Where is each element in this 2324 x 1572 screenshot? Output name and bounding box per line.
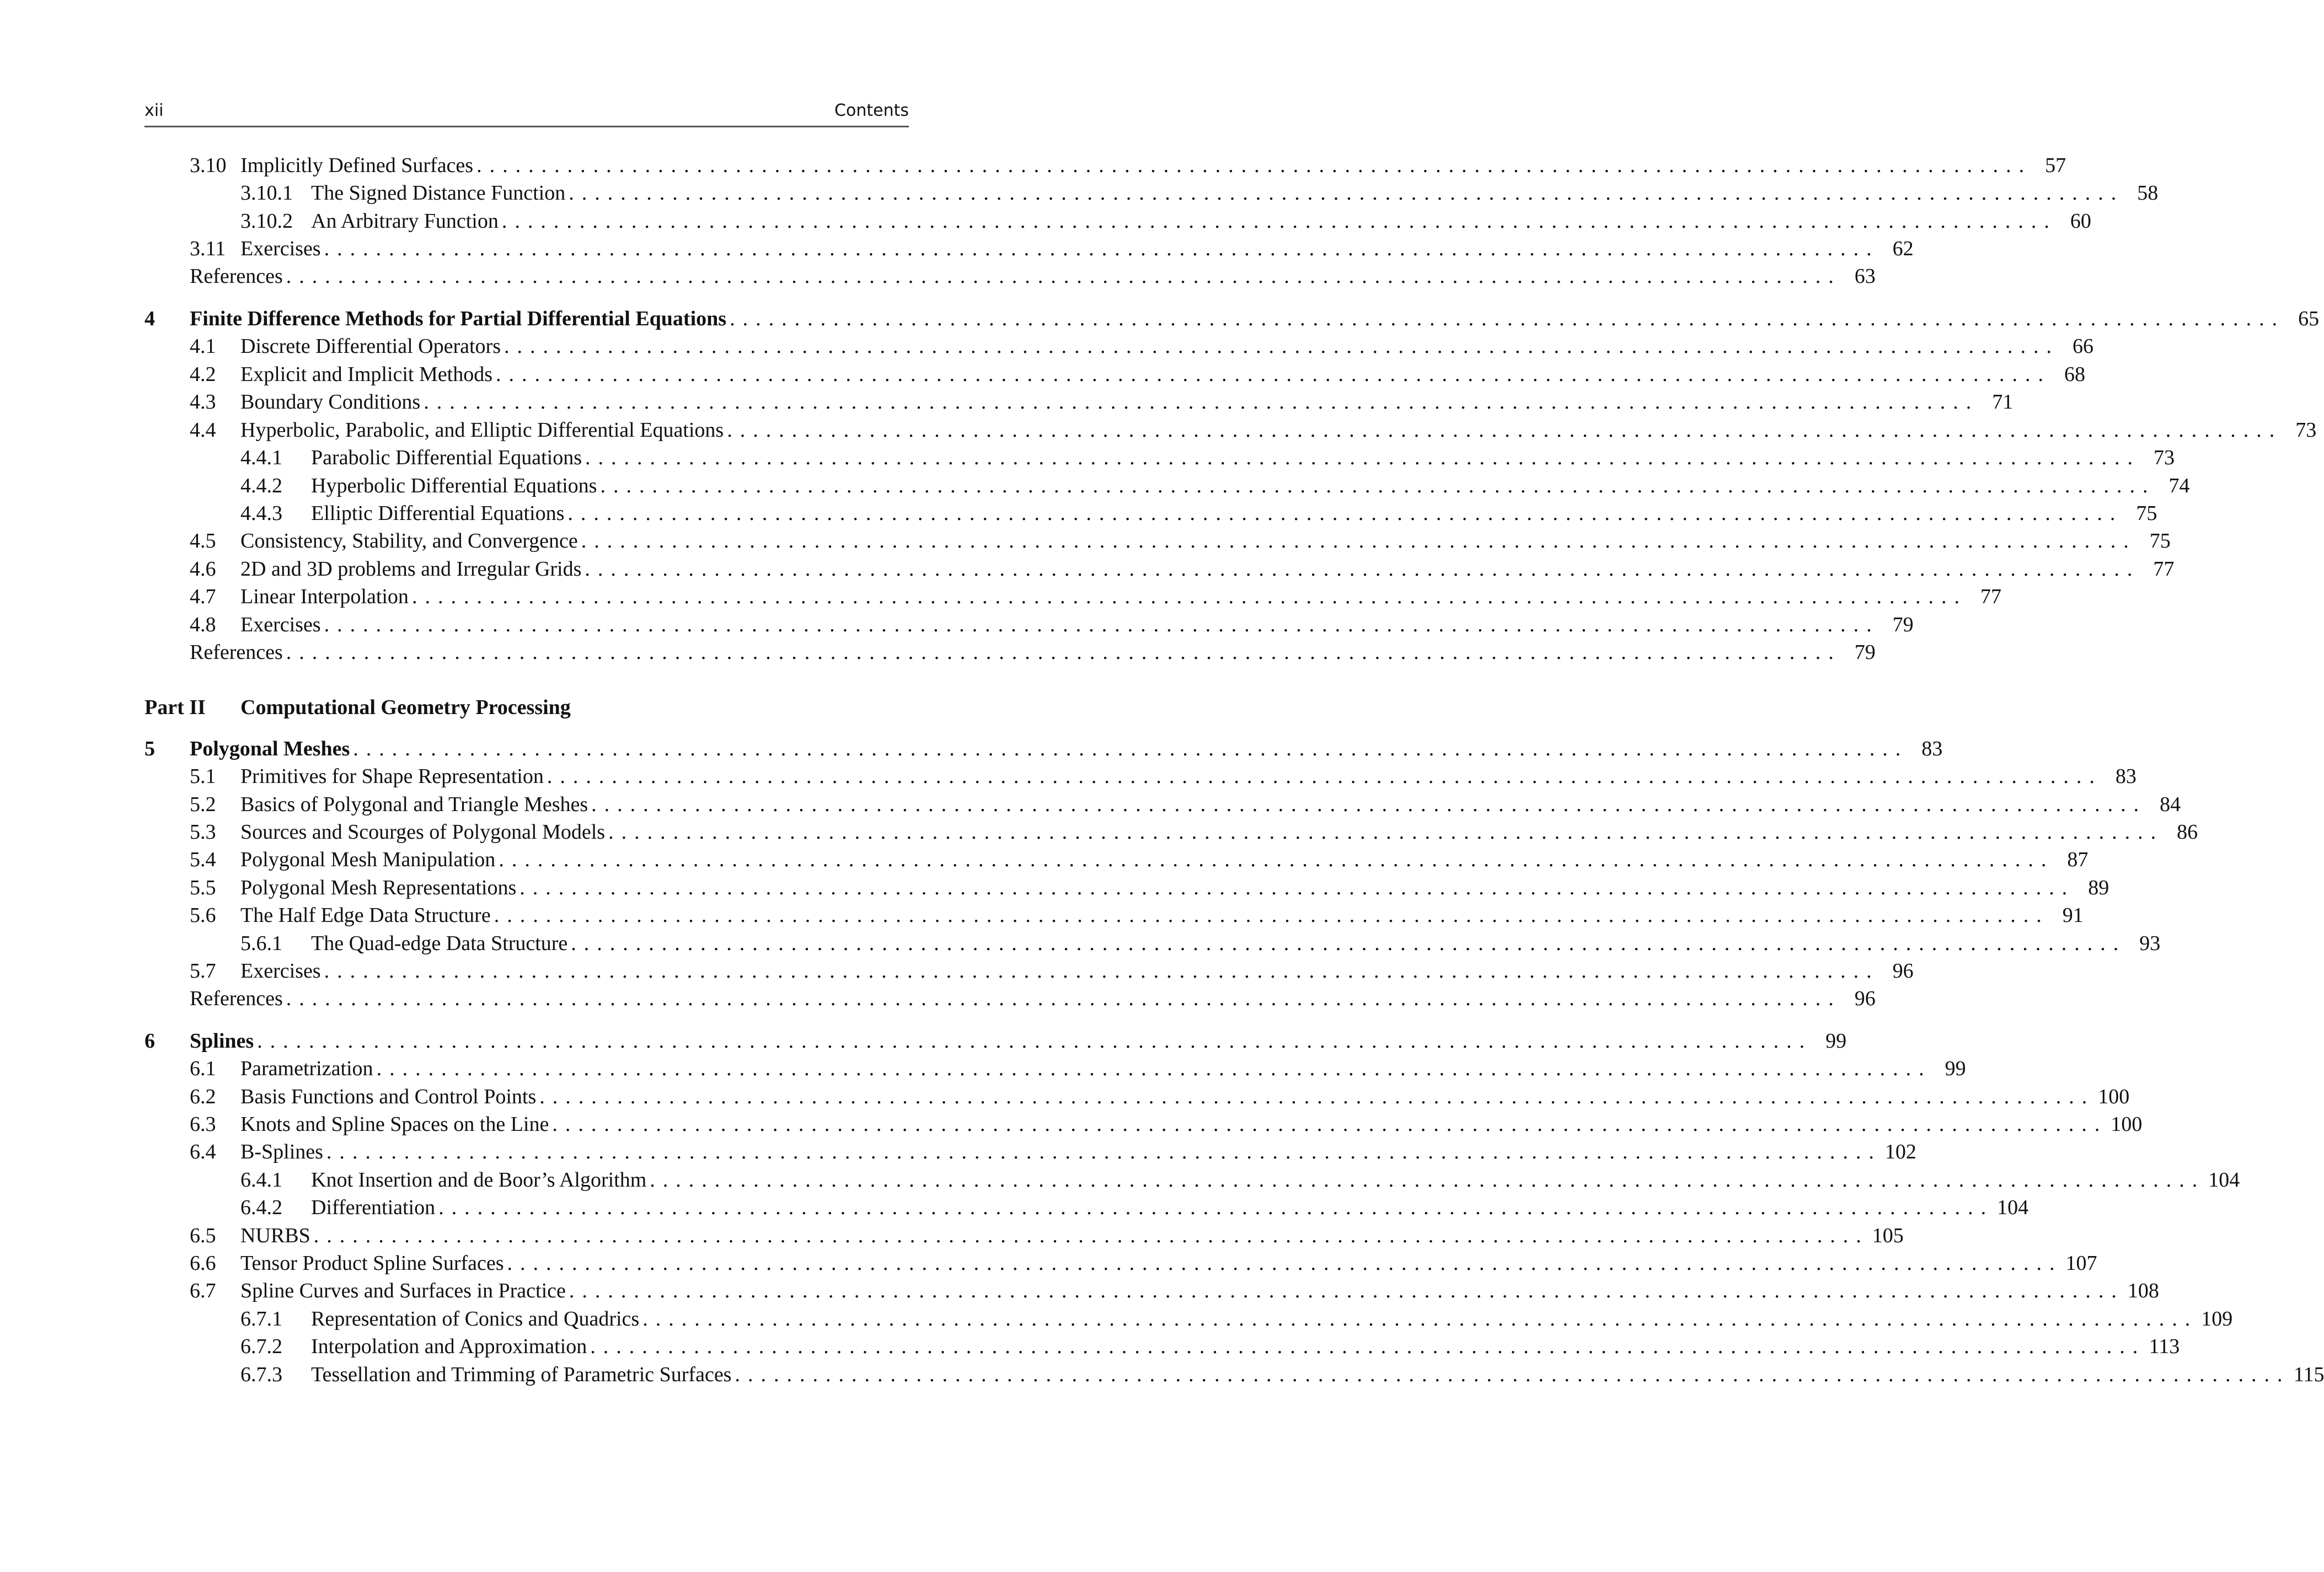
leader-dots: ........................................................................................................................ bbox=[411, 585, 1967, 608]
leader-dots: ........................................................................................................................ bbox=[585, 446, 2141, 469]
leader-dots: ........................................................................................................................ bbox=[590, 1335, 2146, 1358]
leader-dots: ........................................................................................................................ bbox=[504, 335, 2059, 358]
toc-number: 4.1 bbox=[190, 335, 216, 358]
toc-title: Polygonal Meshes bbox=[190, 737, 350, 760]
toc-page-number: 68 bbox=[2064, 363, 2085, 386]
toc-page-number: 100 bbox=[2111, 1113, 2143, 1136]
toc-title: Knot Insertion and de Boor’s Algorithm bbox=[311, 1168, 647, 1192]
toc-page-number: 109 bbox=[2201, 1307, 2233, 1330]
leader-dots: ........................................................................................................................ bbox=[608, 820, 2164, 844]
leader-dots: ........................................................................................................................ bbox=[353, 737, 1909, 760]
toc-section[interactable] bbox=[190, 262, 1876, 290]
toc-number: 6.1 bbox=[190, 1057, 216, 1080]
toc-page-number: 62 bbox=[1892, 237, 1914, 260]
toc-title: Elliptic Differential Equations bbox=[311, 502, 565, 525]
toc-subsection[interactable] bbox=[240, 500, 2157, 527]
toc-page-number: 79 bbox=[1854, 641, 1876, 664]
toc-section[interactable] bbox=[190, 583, 2001, 610]
toc-page-number: 77 bbox=[1980, 585, 2001, 608]
toc-number: 5 bbox=[144, 737, 155, 760]
toc-page-number: 79 bbox=[1892, 613, 1914, 636]
leader-dots: ........................................................................................................................ bbox=[650, 1168, 2205, 1192]
toc-section[interactable] bbox=[190, 902, 2084, 929]
toc-title: Exercises bbox=[240, 613, 321, 636]
running-title: Contents bbox=[834, 101, 909, 120]
toc-page-number: 83 bbox=[1921, 737, 1943, 760]
leader-dots: ........................................................................................................................ bbox=[507, 1252, 2063, 1275]
toc-title: Polygonal Mesh Manipulation bbox=[240, 848, 496, 871]
toc-number: 4.2 bbox=[190, 363, 216, 386]
toc-number: 5.3 bbox=[190, 820, 216, 844]
toc-title: Finite Difference Methods for Partial Differential Equations bbox=[190, 307, 727, 330]
toc-page-number: 60 bbox=[2070, 210, 2091, 233]
toc-number: 6.7 bbox=[190, 1279, 216, 1302]
toc-page-number: 75 bbox=[2136, 502, 2157, 525]
toc-page-number: 89 bbox=[2088, 876, 2109, 899]
leader-dots: ........................................................................................................................ bbox=[495, 363, 2051, 386]
toc-title: References bbox=[190, 265, 283, 288]
leader-dots: ........................................................................................................................ bbox=[642, 1307, 2198, 1330]
toc-subsection[interactable] bbox=[240, 179, 2159, 207]
toc-title: B-Splines bbox=[240, 1140, 323, 1163]
toc-number: 6.4 bbox=[190, 1140, 216, 1163]
toc-number: 3.11 bbox=[190, 237, 226, 260]
toc-page-number: 71 bbox=[1992, 390, 2014, 414]
leader-dots: ........................................................................................................................ bbox=[585, 557, 2140, 581]
toc-page-number: 84 bbox=[2160, 793, 2181, 816]
toc-page-number: 105 bbox=[1872, 1224, 1904, 1247]
toc-title: An Arbitrary Function bbox=[311, 210, 499, 233]
page-number: xii bbox=[144, 101, 164, 120]
toc-title: Hyperbolic Differential Equations bbox=[311, 474, 597, 497]
part-title: Computational Geometry Processing bbox=[240, 696, 571, 719]
toc-title: Implicitly Defined Surfaces bbox=[240, 154, 474, 177]
page-header bbox=[144, 98, 909, 125]
toc-subsection[interactable] bbox=[240, 207, 2091, 235]
toc-title: Knots and Spline Spaces on the Line bbox=[240, 1113, 549, 1136]
toc-number: 3.10.1 bbox=[240, 181, 293, 205]
toc-page-number: 73 bbox=[2295, 419, 2317, 442]
toc-number: 5.2 bbox=[190, 793, 216, 816]
toc-section[interactable] bbox=[190, 527, 2171, 555]
toc-number: 6.7.3 bbox=[240, 1363, 282, 1386]
toc-number: 3.10 bbox=[190, 154, 227, 177]
toc-chapter[interactable] bbox=[144, 305, 2320, 332]
toc-title: Parabolic Differential Equations bbox=[311, 446, 582, 469]
toc-title: Discrete Differential Operators bbox=[240, 335, 501, 358]
toc-number: 4.4 bbox=[190, 419, 216, 442]
toc-chapter[interactable] bbox=[144, 1027, 1847, 1055]
toc-section[interactable] bbox=[190, 332, 2093, 360]
toc-title: Basis Functions and Control Points bbox=[240, 1085, 537, 1108]
toc-page-number: 100 bbox=[2098, 1085, 2130, 1108]
toc-title: Explicit and Implicit Methods bbox=[240, 363, 492, 386]
toc-number: 3.10.2 bbox=[240, 210, 293, 233]
toc-section[interactable] bbox=[190, 555, 2175, 583]
toc-title: Tessellation and Trimming of Parametric Surfaces bbox=[311, 1363, 732, 1386]
toc-page-number: 99 bbox=[1945, 1057, 1966, 1080]
toc-number: 6.4.2 bbox=[240, 1196, 282, 1219]
toc-number: 4.3 bbox=[190, 390, 216, 414]
toc-page-number: 75 bbox=[2149, 529, 2171, 552]
leader-dots: ........................................................................................................................ bbox=[727, 419, 2283, 442]
toc-page-number: 74 bbox=[2168, 474, 2190, 497]
leader-dots: ........................................................................................................................ bbox=[324, 237, 1879, 260]
toc-section[interactable] bbox=[190, 361, 2085, 388]
toc-page-number: 102 bbox=[1884, 1140, 1916, 1163]
toc-page-number: 86 bbox=[2177, 820, 2198, 844]
toc-title: The Half Edge Data Structure bbox=[240, 904, 491, 927]
toc-title: 2D and 3D problems and Irregular Grids bbox=[240, 557, 582, 581]
toc-number: 5.7 bbox=[190, 959, 216, 983]
leader-dots: ........................................................................................................................ bbox=[424, 390, 1979, 414]
toc-title: Interpolation and Approximation bbox=[311, 1335, 587, 1358]
toc-number: 6.3 bbox=[190, 1113, 216, 1136]
toc-number: 4.6 bbox=[190, 557, 216, 581]
toc-number: 6.4.1 bbox=[240, 1168, 282, 1192]
leader-dots: ........................................................................................................................ bbox=[286, 641, 1841, 664]
toc-section[interactable] bbox=[190, 957, 1914, 985]
leader-dots: ........................................................................................................................ bbox=[438, 1196, 1994, 1219]
toc-title: Exercises bbox=[240, 237, 321, 260]
leader-dots: ........................................................................................................................ bbox=[476, 154, 2032, 177]
toc-page-number: 113 bbox=[2149, 1335, 2180, 1358]
toc-subsection[interactable] bbox=[240, 1333, 2180, 1360]
leader-dots: ........................................................................................................................ bbox=[501, 210, 2057, 233]
toc-number: 6 bbox=[144, 1029, 155, 1053]
toc-page-number: 57 bbox=[2045, 154, 2066, 177]
leader-dots: ........................................................................................................................ bbox=[569, 1279, 2124, 1302]
toc-page-number: 73 bbox=[2154, 446, 2175, 469]
toc-page-number: 104 bbox=[2208, 1168, 2240, 1192]
toc-number: 4.4.1 bbox=[240, 446, 282, 469]
toc-section[interactable] bbox=[190, 1110, 2143, 1138]
leader-dots: ........................................................................................................................ bbox=[552, 1113, 2108, 1136]
toc-title: Hyperbolic, Parabolic, and Elliptic Differential Equations bbox=[240, 419, 724, 442]
toc-page-number: 87 bbox=[2067, 848, 2089, 871]
leader-dots: ........................................................................................................................ bbox=[730, 307, 2285, 330]
toc-number: 4.5 bbox=[190, 529, 216, 552]
leader-dots: ........................................................................................................................ bbox=[591, 793, 2147, 816]
toc-number: 6.7.2 bbox=[240, 1335, 282, 1358]
header-rule bbox=[144, 126, 909, 127]
toc-section[interactable] bbox=[190, 1083, 2130, 1110]
leader-dots: ........................................................................................................................ bbox=[567, 502, 2123, 525]
leader-dots: ........................................................................................................................ bbox=[494, 904, 2049, 927]
leader-dots: ........................................................................................................................ bbox=[376, 1057, 1932, 1080]
toc-title: Primitives for Shape Representation bbox=[240, 765, 544, 788]
toc-number: 5.6 bbox=[190, 904, 216, 927]
toc-subsection[interactable] bbox=[240, 444, 2175, 471]
toc-number: 6.6 bbox=[190, 1252, 216, 1275]
toc-title: Spline Curves and Surfaces in Practice bbox=[240, 1279, 566, 1302]
leader-dots: ........................................................................................................................ bbox=[571, 932, 2127, 955]
toc-section[interactable] bbox=[190, 985, 1876, 1012]
toc-number: 5.1 bbox=[190, 765, 216, 788]
toc-subsection[interactable] bbox=[240, 930, 2161, 957]
toc-section[interactable] bbox=[190, 818, 2198, 846]
leader-dots: ........................................................................................................................ bbox=[286, 265, 1841, 288]
toc-section[interactable] bbox=[190, 611, 1914, 639]
toc-title: Representation of Conics and Quadrics bbox=[311, 1307, 640, 1330]
toc-number: 5.5 bbox=[190, 876, 216, 899]
toc-page-number: 99 bbox=[1825, 1029, 1847, 1053]
toc-page-number: 83 bbox=[2115, 765, 2136, 788]
toc-page-number: 107 bbox=[2065, 1252, 2097, 1275]
toc-title: Polygonal Mesh Representations bbox=[240, 876, 517, 899]
leader-dots: ........................................................................................................................ bbox=[539, 1085, 2095, 1108]
toc-page-number: 115 bbox=[2293, 1363, 2324, 1386]
leader-dots: ........................................................................................................................ bbox=[581, 529, 2136, 552]
toc-section[interactable] bbox=[190, 1277, 2159, 1305]
toc-subsection[interactable] bbox=[240, 1305, 2233, 1333]
toc-subsection[interactable] bbox=[240, 1166, 2240, 1194]
leader-dots: ........................................................................................................................ bbox=[547, 765, 2102, 788]
leader-dots: ........................................................................................................................ bbox=[569, 181, 2124, 205]
toc-number: 6.7.1 bbox=[240, 1307, 282, 1330]
toc-section[interactable] bbox=[190, 874, 2109, 902]
toc-subsection[interactable] bbox=[240, 1361, 2324, 1388]
toc-title: The Signed Distance Function bbox=[311, 181, 566, 205]
toc-section[interactable] bbox=[190, 763, 2136, 790]
leader-dots: ........................................................................................................................ bbox=[286, 987, 1841, 1010]
leader-dots: ........................................................................................................................ bbox=[257, 1029, 1813, 1053]
toc-number: 4 bbox=[144, 307, 155, 330]
toc-number: 4.4.2 bbox=[240, 474, 282, 497]
toc-page-number: 65 bbox=[2298, 307, 2320, 330]
toc-number: 4.4.3 bbox=[240, 502, 282, 525]
toc-number: 4.7 bbox=[190, 585, 216, 608]
toc-section[interactable] bbox=[190, 152, 2066, 179]
toc-number: 6.2 bbox=[190, 1085, 216, 1108]
toc-section[interactable] bbox=[190, 1055, 1966, 1082]
toc-subsection[interactable] bbox=[240, 1194, 2029, 1221]
toc-title: Sources and Scourges of Polygonal Models bbox=[240, 820, 606, 844]
toc-page-number: 104 bbox=[1997, 1196, 2029, 1219]
toc-page-number: 96 bbox=[1854, 987, 1876, 1010]
toc-section[interactable] bbox=[190, 416, 2317, 444]
toc-section[interactable] bbox=[190, 846, 2089, 873]
toc-section[interactable] bbox=[190, 1249, 2097, 1277]
toc-page-number: 66 bbox=[2072, 335, 2093, 358]
leader-dots: ........................................................................................................................ bbox=[324, 613, 1879, 636]
toc-section[interactable] bbox=[190, 1222, 1904, 1249]
toc-page-number: 58 bbox=[2137, 181, 2159, 205]
toc-chapter[interactable] bbox=[144, 735, 1943, 763]
toc-title: NURBS bbox=[240, 1224, 310, 1247]
toc-title: Basics of Polygonal and Triangle Meshes bbox=[240, 793, 588, 816]
toc-subsection[interactable] bbox=[240, 472, 2190, 500]
toc-section[interactable] bbox=[190, 388, 2014, 416]
leader-dots: ........................................................................................................................ bbox=[499, 848, 2054, 871]
leader-dots: ........................................................................................................................ bbox=[326, 1140, 1882, 1163]
toc-title: Splines bbox=[190, 1029, 254, 1053]
toc-title: References bbox=[190, 987, 283, 1010]
part-label: Part II bbox=[144, 696, 206, 719]
toc-section[interactable] bbox=[190, 791, 2181, 818]
toc-number: 5.4 bbox=[190, 848, 216, 871]
toc-title: Exercises bbox=[240, 959, 321, 983]
toc-page-number: 93 bbox=[2139, 932, 2161, 955]
toc-title: Tensor Product Spline Surfaces bbox=[240, 1252, 504, 1275]
toc-number: 5.6.1 bbox=[240, 932, 282, 955]
toc-page-number: 108 bbox=[2127, 1279, 2159, 1302]
toc-page-number: 77 bbox=[2153, 557, 2175, 581]
toc-title: Consistency, Stability, and Convergence bbox=[240, 529, 578, 552]
leader-dots: ........................................................................................................................ bbox=[735, 1363, 2290, 1386]
toc-page-number: 91 bbox=[2062, 904, 2084, 927]
toc-number: 4.8 bbox=[190, 613, 216, 636]
toc-page-number: 96 bbox=[1892, 959, 1914, 983]
toc-title: Boundary Conditions bbox=[240, 390, 421, 414]
leader-dots: ........................................................................................................................ bbox=[313, 1224, 1869, 1247]
leader-dots: ........................................................................................................................ bbox=[324, 959, 1879, 983]
toc-title: Parametrization bbox=[240, 1057, 373, 1080]
toc-title: Linear Interpolation bbox=[240, 585, 409, 608]
toc-title: Differentiation bbox=[311, 1196, 436, 1219]
toc-title: References bbox=[190, 641, 283, 664]
toc-number: 6.5 bbox=[190, 1224, 216, 1247]
toc-title: The Quad-edge Data Structure bbox=[311, 932, 568, 955]
toc-page-number: 63 bbox=[1854, 265, 1876, 288]
leader-dots: ........................................................................................................................ bbox=[520, 876, 2075, 899]
toc-section[interactable] bbox=[190, 1138, 1916, 1166]
leader-dots: ........................................................................................................................ bbox=[600, 474, 2156, 497]
toc-section[interactable] bbox=[190, 639, 1876, 666]
toc-section[interactable] bbox=[190, 235, 1914, 262]
